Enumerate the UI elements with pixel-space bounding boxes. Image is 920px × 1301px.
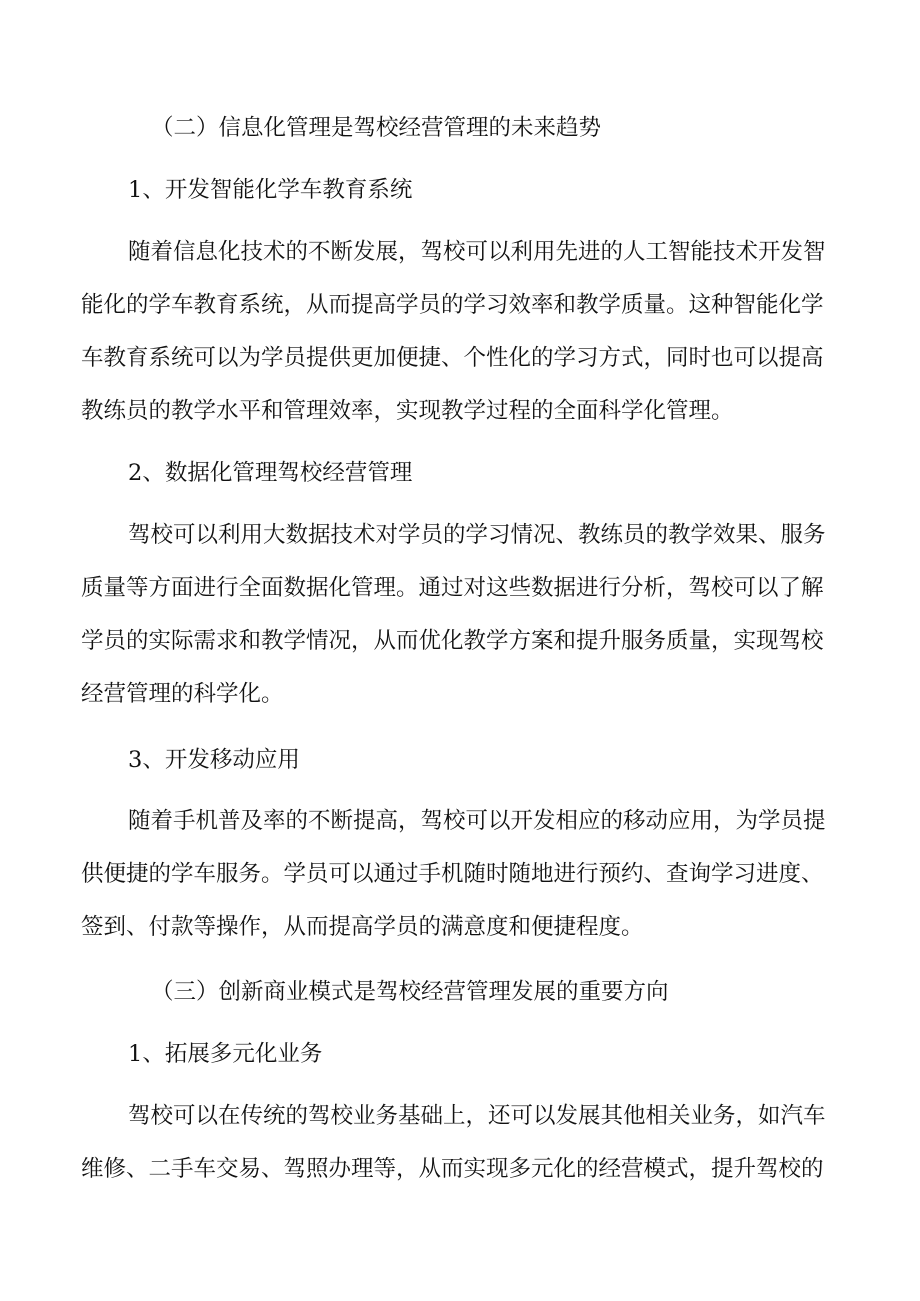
paragraph-line: 能化的学车教育系统，从而提高学员的学习效率和教学质量。这种智能化学 <box>81 292 824 318</box>
paragraph-line: 签到、付款等操作，从而提高学员的满意度和便捷程度。 <box>81 914 644 940</box>
section-heading-2: （二）信息化管理是驾校经营管理的未来趋势 <box>151 115 602 141</box>
item-heading-2: 2、数据化管理驾校经营管理 <box>128 460 413 486</box>
paragraph-line: 随着手机普及率的不断提高，驾校可以开发相应的移动应用，为学员提 <box>128 808 826 834</box>
paragraph-line: 供便捷的学车服务。学员可以通过手机随时随地进行预约、查询学习进度、 <box>81 861 824 887</box>
paragraph-line: 质量等方面进行全面数据化管理。通过对这些数据进行分析，驾校可以了解 <box>81 575 824 601</box>
item-heading-3: 3、开发移动应用 <box>128 747 300 773</box>
paragraph-line: 经营管理的科学化。 <box>81 681 284 707</box>
item-heading-1: 1、开发智能化学车教育系统 <box>128 177 413 203</box>
paragraph-line: 车教育系统可以为学员提供更加便捷、个性化的学习方式，同时也可以提高 <box>81 345 824 371</box>
paragraph-line: 教练员的教学水平和管理效率，实现教学过程的全面科学化管理。 <box>81 398 734 424</box>
paragraph-line: 学员的实际需求和教学情况，从而优化教学方案和提升服务质量，实现驾校 <box>81 628 824 654</box>
paragraph-line: 维修、二手车交易、驾照办理等，从而实现多元化的经营模式，提升驾校的 <box>81 1156 824 1182</box>
section-heading-3: （三）创新商业模式是驾校经营管理发展的重要方向 <box>151 979 669 1005</box>
paragraph-line: 驾校可以利用大数据技术对学员的学习情况、教练员的教学效果、服务 <box>128 522 826 548</box>
paragraph-line: 随着信息化技术的不断发展，驾校可以利用先进的人工智能技术开发智 <box>128 239 826 265</box>
item-heading-1-b: 1、拓展多元化业务 <box>128 1041 323 1067</box>
paragraph-line: 驾校可以在传统的驾校业务基础上，还可以发展其他相关业务，如汽车 <box>128 1103 826 1129</box>
